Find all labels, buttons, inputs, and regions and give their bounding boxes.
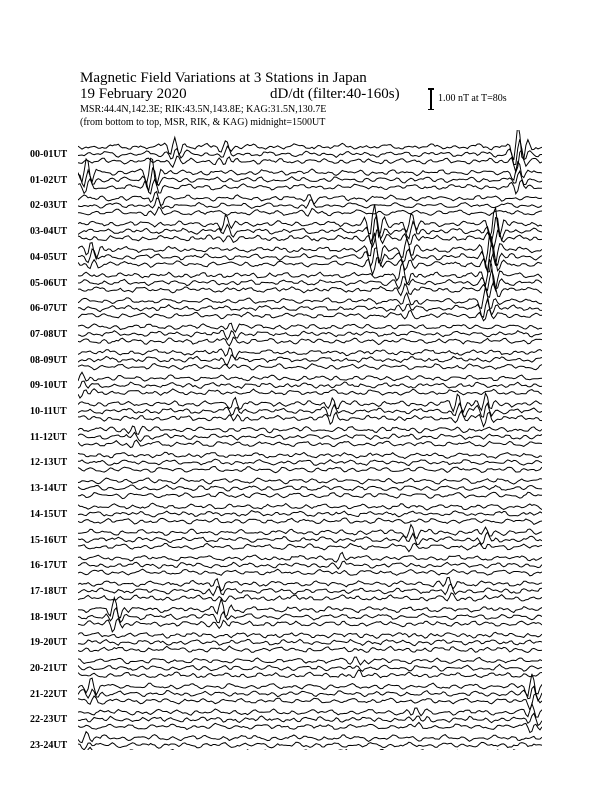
trace-KAG-07-08UT (78, 323, 542, 332)
hour-row-01-02UT (78, 158, 542, 194)
hour-row-02-03UT (78, 192, 542, 217)
hour-row-08-09UT (78, 348, 542, 370)
hour-row-09-10UT (78, 372, 542, 398)
hour-label: 12-13UT (30, 457, 68, 469)
trace-MSR-21-22UT (78, 694, 542, 710)
scale-bar-cap-top (428, 88, 434, 90)
trace-KAG-12-13UT (78, 452, 542, 458)
trace-MSR-18-19UT (78, 618, 542, 631)
chart-filter: dD/dt (filter:40-160s) (270, 86, 400, 102)
trace-MSR-10-11UT (78, 411, 542, 427)
chart-title: Magnetic Field Variations at 3 Stations in Japan (80, 70, 367, 86)
trace-MSR-14-15UT (78, 518, 542, 524)
trace-RIK-11-12UT (78, 432, 542, 441)
trace-RIK-13-14UT (78, 485, 542, 491)
trace-RIK-20-21UT (78, 664, 542, 671)
hour-row-11-12UT (78, 426, 542, 448)
trace-KAG-16-17UT (78, 552, 542, 562)
trace-MSR-15-16UT (78, 543, 542, 552)
hour-label: 23-24UT (30, 740, 68, 752)
trace-KAG-13-14UT (78, 478, 542, 484)
hour-label: 16-17UT (30, 560, 68, 572)
hour-row-07-08UT (78, 323, 542, 346)
hour-label: 15-16UT (30, 534, 68, 546)
trace-KAG-01-02UT (78, 158, 542, 186)
trace-RIK-18-19UT (78, 608, 542, 623)
hour-row-17-18UT (78, 577, 542, 601)
trace-RIK-16-17UT (78, 561, 542, 569)
hour-label: 09-10UT (30, 380, 68, 392)
hour-row-15-16UT (78, 525, 542, 552)
hour-label: 01-02UT (30, 174, 68, 186)
trace-MSR-09-10UT (78, 389, 542, 398)
trace-RIK-05-06UT (78, 270, 542, 291)
hour-row-23-24UT (78, 732, 542, 750)
hour-label: 14-15UT (30, 508, 68, 520)
hour-row-16-17UT (78, 552, 542, 575)
trace-RIK-19-20UT (78, 639, 542, 645)
hour-label: 10-11UT (30, 406, 67, 417)
hour-label: 19-20UT (30, 637, 68, 649)
hour-label: 06-07UT (30, 303, 68, 315)
trace-MSR-17-18UT (78, 593, 542, 602)
trace-RIK-08-09UT (78, 355, 542, 365)
trace-MSR-16-17UT (78, 569, 542, 576)
trace-RIK-22-23UT (78, 713, 542, 725)
trace-MSR-07-08UT (78, 337, 542, 346)
trace-RIK-23-24UT (78, 742, 542, 750)
trace-MSR-06-07UT (78, 309, 542, 320)
trace-KAG-20-21UT (78, 657, 542, 665)
hour-label: 07-08UT (30, 328, 68, 340)
trace-RIK-15-16UT (78, 532, 542, 545)
hour-label: 00-01UT (30, 149, 68, 160)
hour-row-10-11UT (78, 393, 542, 426)
trace-MSR-22-23UT (78, 722, 542, 732)
hour-row-06-07UT (78, 287, 542, 321)
hour-label: 02-03UT (30, 200, 68, 212)
trace-KAG-09-10UT (78, 372, 542, 381)
hour-label: 11-12UT (30, 431, 67, 443)
hour-label: 03-04UT (30, 226, 68, 238)
trace-KAG-19-20UT (78, 632, 542, 638)
waveform-plot (78, 130, 542, 750)
trace-RIK-14-15UT (78, 511, 542, 517)
trace-MSR-02-03UT (78, 207, 542, 216)
trace-KAG-03-04UT (78, 204, 542, 237)
hour-labels (30, 0, 80, 792)
scale-bar-cap-bottom (428, 109, 434, 111)
trace-KAG-11-12UT (78, 426, 542, 434)
hour-row-18-19UT (78, 598, 542, 632)
trace-RIK-04-05UT (78, 241, 542, 271)
station-order-note: (from bottom to top, MSR, RIK, & KAG) midnight=1500UT (80, 117, 326, 128)
trace-MSR-12-13UT (78, 467, 542, 473)
trace-KAG-17-18UT (78, 577, 542, 591)
trace-RIK-07-08UT (78, 330, 542, 339)
chart-date: 19 February 2020 (80, 86, 187, 102)
trace-KAG-22-23UT (78, 704, 542, 718)
hour-label: 05-06UT (30, 277, 68, 289)
scale-bar (430, 88, 432, 110)
hour-label: 13-14UT (30, 483, 68, 495)
trace-KAG-14-15UT (78, 503, 542, 510)
trace-MSR-03-04UT (78, 230, 542, 249)
hour-row-19-20UT (78, 632, 542, 652)
trace-KAG-15-16UT (78, 525, 542, 539)
trace-RIK-21-22UT (78, 686, 542, 701)
station-coordinates: MSR:44.4N,142.3E; RIK:43.5N,143.8E; KAG:31.5N,130.7E (80, 104, 327, 115)
trace-MSR-13-14UT (78, 492, 542, 498)
hour-row-13-14UT (78, 478, 542, 499)
hour-row-14-15UT (78, 503, 542, 524)
hour-row-22-23UT (78, 704, 542, 733)
hour-row-21-22UT (78, 674, 542, 710)
hour-label: 08-09UT (30, 354, 68, 366)
hour-row-12-13UT (78, 452, 542, 472)
hour-row-03-04UT (78, 204, 542, 249)
hour-label: 22-23UT (30, 714, 68, 726)
hour-label: 04-05UT (30, 251, 68, 263)
hour-label: 20-21UT (30, 663, 68, 674)
hour-label: 17-18UT (30, 585, 68, 597)
trace-RIK-12-13UT (78, 459, 542, 465)
trace-KAG-02-03UT (78, 192, 542, 206)
trace-KAG-23-24UT (78, 732, 542, 743)
hour-label: 21-22UT (30, 688, 68, 700)
hour-label: 18-19UT (30, 611, 68, 623)
trace-MSR-19-20UT (78, 646, 542, 652)
trace-RIK-17-18UT (78, 584, 542, 596)
trace-RIK-09-10UT (78, 381, 542, 388)
trace-MSR-11-12UT (78, 440, 542, 447)
trace-MSR-20-21UT (78, 670, 542, 678)
scale-label: 1.00 nT at T=80s (438, 93, 507, 104)
hour-row-20-21UT (78, 657, 542, 678)
trace-MSR-08-09UT (78, 364, 542, 370)
amplitude-scale (428, 88, 558, 112)
trace-KAG-00-01UT (78, 130, 542, 160)
hour-row-00-01UT (78, 130, 542, 172)
